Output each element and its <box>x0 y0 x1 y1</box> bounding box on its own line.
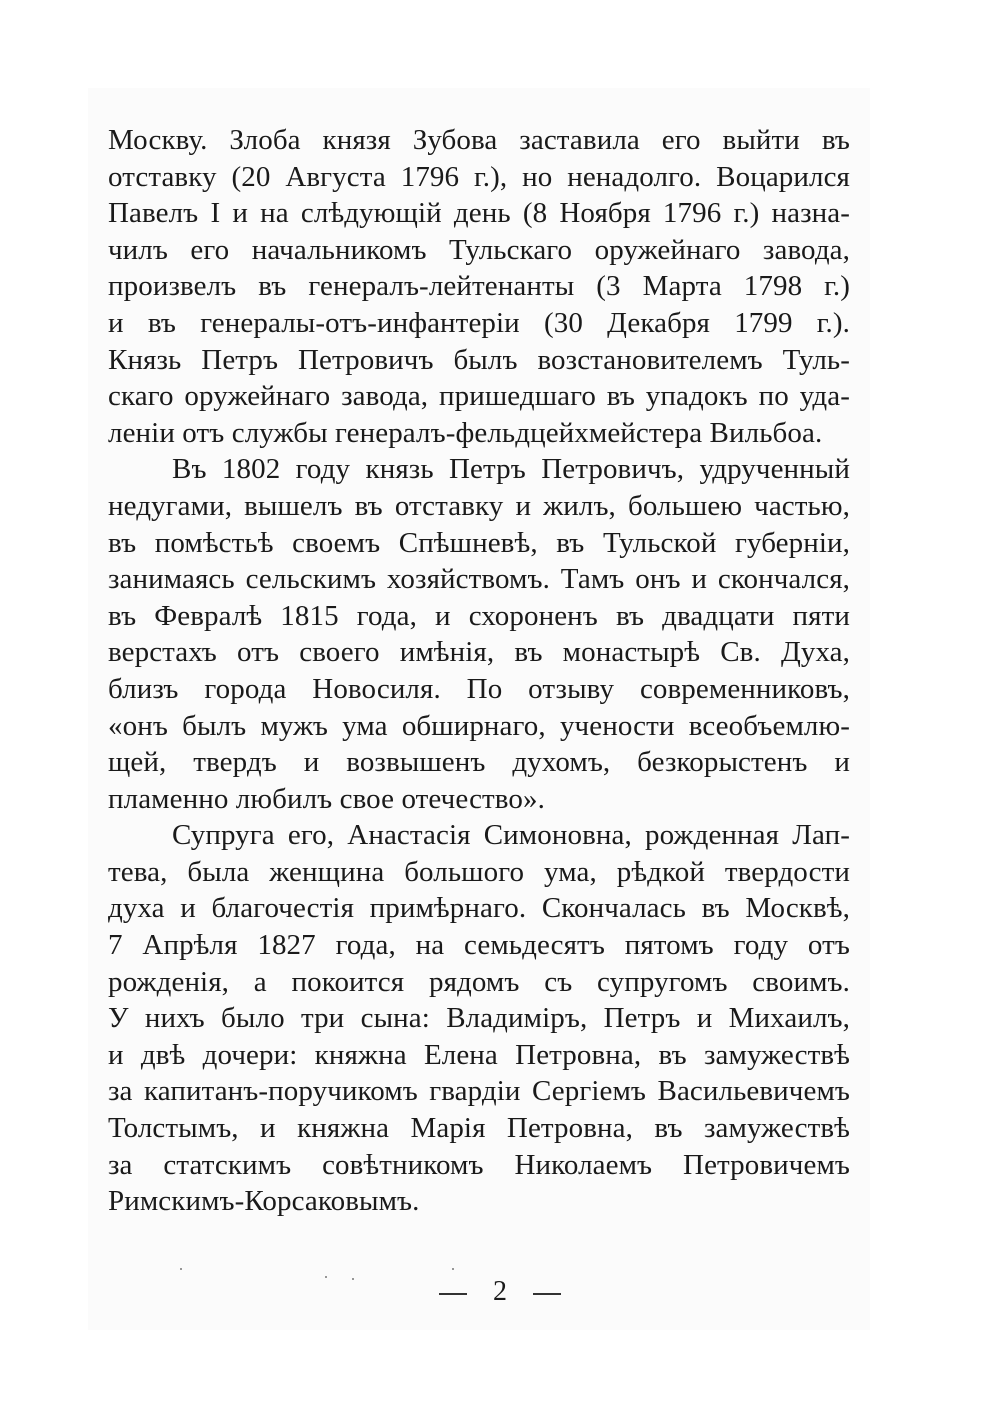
text-line: У нихъ было три сына: Владиміръ, Петръ и Михаилъ, <box>108 1002 850 1035</box>
text-line: близъ города Новосиля. По отзыву современниковъ, <box>108 672 850 705</box>
text-line: занимаясь сельскимъ хозяйствомъ. Тамъ онъ и скончался, <box>108 563 850 596</box>
text-line: духа и благочестія примѣрнаго. Скончалась въ Москвѣ, <box>108 892 850 925</box>
text-line: и въ генералы-отъ-инфантеріи (30 Декабря 1799 г.). <box>108 306 850 339</box>
text-line: Супруга его, Анастасія Симоновна, рожденная Лап- <box>172 819 850 852</box>
page-number-folio <box>0 1276 1000 1308</box>
text-line: верстахъ отъ своего имѣнія, въ монастырѣ Св. Духа, <box>108 636 850 669</box>
text-line: недугами, вышелъ въ отставку и жилъ, большею частью, <box>108 489 850 522</box>
text-line: Римскимъ-Корсаковымъ. <box>108 1185 420 1218</box>
text-line: скаго оружейнаго завода, пришедшаго въ упадокъ по уда- <box>108 380 850 413</box>
page-body <box>108 122 850 1220</box>
text-line: Толстымъ, и княжна Марія Петровна, въ замужествѣ <box>108 1112 850 1145</box>
text-line: Павелъ I и на слѣдующій день (8 Ноября 1796 г.) назна- <box>108 197 850 230</box>
text-line: за капитанъ-поручикомъ гвардіи Сергіемъ Васильевичемъ <box>108 1075 850 1108</box>
text-line: и двѣ дочери: княжна Елена Петровна, въ замужествѣ <box>108 1038 850 1071</box>
text-line: леніи отъ службы генералъ-фельдцейхмейстера Вильбоа. <box>108 416 823 449</box>
text-line: чилъ его начальникомъ Тульскаго оружейнаго завода, <box>108 233 850 266</box>
text-line: Въ 1802 году князь Петръ Петровичъ, удрученный <box>172 453 850 486</box>
scan-speck <box>180 1268 182 1270</box>
scan-speck <box>452 1268 454 1270</box>
text-line: 7 Апрѣля 1827 года, на семьдесятъ пятомъ году отъ <box>108 929 850 962</box>
text-line: отставку (20 Августа 1796 г.), но ненадолго. Воцарился <box>108 160 850 193</box>
text-line: Князь Петръ Петровичъ былъ возстановителемъ Туль- <box>108 343 850 376</box>
folio-dash-left <box>439 1293 467 1295</box>
text-line: «онъ былъ мужъ ума обширнаго, учености всеобъемлю- <box>108 709 850 742</box>
text-line: произвелъ въ генералъ-лейтенанты (3 Марта 1798 г.) <box>108 270 850 303</box>
folio-dash-right <box>533 1293 561 1295</box>
page-number: 2 <box>493 1276 507 1307</box>
text-line: въ Февралѣ 1815 года, и схороненъ въ двадцати пяти <box>108 599 850 632</box>
text-line: рожденія, а покоится рядомъ съ супругомъ своимъ. <box>108 965 850 998</box>
text-line: Москву. Злоба князя Зубова заставила его выйти въ <box>108 124 850 156</box>
text-line: въ помѣстьѣ своемъ Спѣшневѣ, въ Тульской губерніи, <box>108 526 850 559</box>
text-line: щей, твердъ и возвышенъ духомъ, безкорыстенъ и <box>108 746 850 779</box>
text-line: за статскимъ совѣтникомъ Николаемъ Петровичемъ <box>108 1148 850 1181</box>
text-line: пламенно любилъ свое отечество». <box>108 782 545 815</box>
text-line: тева, была женщина большого ума, рѣдкой твердости <box>108 855 850 888</box>
